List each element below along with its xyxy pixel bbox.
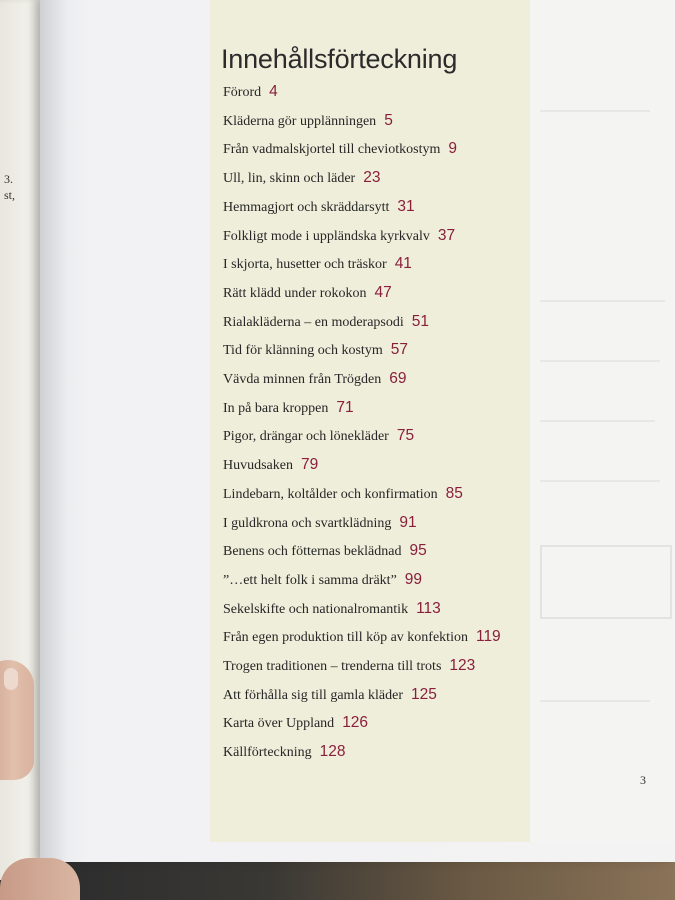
toc-entry-page: 5 <box>384 111 393 129</box>
toc-entry <box>223 600 441 618</box>
toc-entry <box>223 370 407 388</box>
toc-entry <box>223 714 368 732</box>
toc-entry-page: 85 <box>445 484 463 502</box>
hand-bottom <box>0 858 80 900</box>
floor-background <box>0 860 675 900</box>
toc-entry-page: 99 <box>404 570 423 588</box>
toc-entry-title: Trogen traditionen – trenderna till trots <box>223 659 442 674</box>
toc-entry-title: Huvudsaken <box>223 458 293 474</box>
toc-entry-title: Från vadmalskjortel till cheviotkostym <box>223 142 441 158</box>
toc-entry-page: 75 <box>396 427 415 445</box>
toc-entry-title: Benens och fötternas beklädnad <box>223 544 402 560</box>
toc-entry <box>223 628 501 646</box>
show-through-line <box>540 700 650 702</box>
toc-entry-page: 128 <box>319 743 346 761</box>
toc-entry-title: Källförteckning <box>223 745 312 761</box>
toc-entry <box>223 255 412 273</box>
toc-entry-title: In på bara kroppen <box>223 400 329 416</box>
left-page-fragment: st, <box>4 188 16 202</box>
show-through-line <box>540 110 650 112</box>
toc-entry <box>223 399 354 417</box>
show-through-line <box>540 420 655 422</box>
toc-entry-title: Rätt klädd under rokokon <box>223 285 367 301</box>
page-fold-shadow <box>40 0 68 862</box>
toc-entry <box>223 83 278 101</box>
toc-entry-page: 95 <box>409 542 427 560</box>
show-through-line <box>540 360 660 362</box>
toc-entry-title: Rialakläderna – en moderapsodi <box>223 314 404 330</box>
toc-entry-page: 51 <box>411 312 430 330</box>
toc-entry-title: I guldkrona och svartklädning <box>223 515 392 531</box>
toc-entry <box>223 456 318 474</box>
toc-entry-page: 126 <box>342 714 369 732</box>
toc-entry <box>223 542 427 560</box>
show-through-line <box>540 480 660 482</box>
toc-entry-page: 9 <box>448 140 457 158</box>
toc-entry-title: Från egen produktion till köp av konfektion <box>223 630 468 646</box>
toc-entry-title: Ull, lin, skinn och läder <box>223 171 356 187</box>
toc-entry <box>223 198 415 216</box>
toc-entry-title: Att förhålla sig till gamla kläder <box>223 687 404 703</box>
toc-entry <box>223 743 346 761</box>
toc-entry-page: 119 <box>475 628 501 646</box>
toc-entry-page: 47 <box>374 283 392 301</box>
toc-entry-title: Vävda minnen från Trögden <box>223 372 382 387</box>
toc-entry-title: Pigor, drängar och lönekläder <box>223 429 389 445</box>
toc-entry-page: 71 <box>336 398 354 416</box>
toc-entry-page: 79 <box>301 456 319 474</box>
toc-entry-title: ”…ett helt folk i samma dräkt” <box>223 572 397 588</box>
toc-entry <box>223 284 392 302</box>
toc-entry-title: Sekelskifte och nationalromantik <box>223 601 409 617</box>
page-number: 3 <box>640 773 646 787</box>
toc-entry-title: Tid för klänning och kostym <box>223 343 383 359</box>
show-through-line <box>540 300 665 302</box>
toc-entry-page: 125 <box>411 685 437 703</box>
toc-entry <box>223 485 463 503</box>
fingernail <box>4 668 18 690</box>
toc-entry-page: 37 <box>437 226 456 244</box>
toc-entry <box>223 427 414 445</box>
toc-entry <box>223 227 455 245</box>
left-page-fragment: 3. <box>4 172 13 186</box>
toc-entry <box>223 112 393 130</box>
toc-entry-page: 91 <box>399 513 417 531</box>
show-through-box <box>540 545 672 619</box>
toc-entry <box>223 140 457 158</box>
toc-entry <box>223 657 475 675</box>
toc-entry <box>223 514 417 532</box>
toc-entry <box>223 313 429 331</box>
toc-entry-page: 41 <box>394 255 412 273</box>
toc-entry-title: Folkligt mode i uppländska kyrkvalv <box>223 228 430 244</box>
toc-entry <box>223 571 422 589</box>
toc-entry-page: 123 <box>449 657 476 674</box>
toc-entry-title: Hemmagjort och skräddarsytt <box>223 199 390 215</box>
toc-entry-title: I skjorta, husetter och träskor <box>223 257 387 273</box>
toc-entry-page: 4 <box>269 83 278 100</box>
toc-entry-title: Förord <box>223 85 262 100</box>
toc-entry-title: Lindebarn, koltålder och konfirmation <box>223 486 438 502</box>
toc-entry <box>223 341 408 359</box>
toc-entry <box>223 686 437 704</box>
toc-entry-page: 69 <box>389 370 407 387</box>
toc-entry-title: Karta över Uppland <box>223 716 335 732</box>
page-title: Innehållsförteckning <box>221 44 458 74</box>
toc-entry-title: Kläderna gör upplänningen <box>223 113 377 129</box>
toc-entry-page: 23 <box>363 169 381 187</box>
toc-entry-page: 113 <box>416 599 441 617</box>
toc-entry <box>223 169 380 187</box>
toc-entry-page: 57 <box>390 341 408 359</box>
toc-entry-page: 31 <box>397 197 415 215</box>
